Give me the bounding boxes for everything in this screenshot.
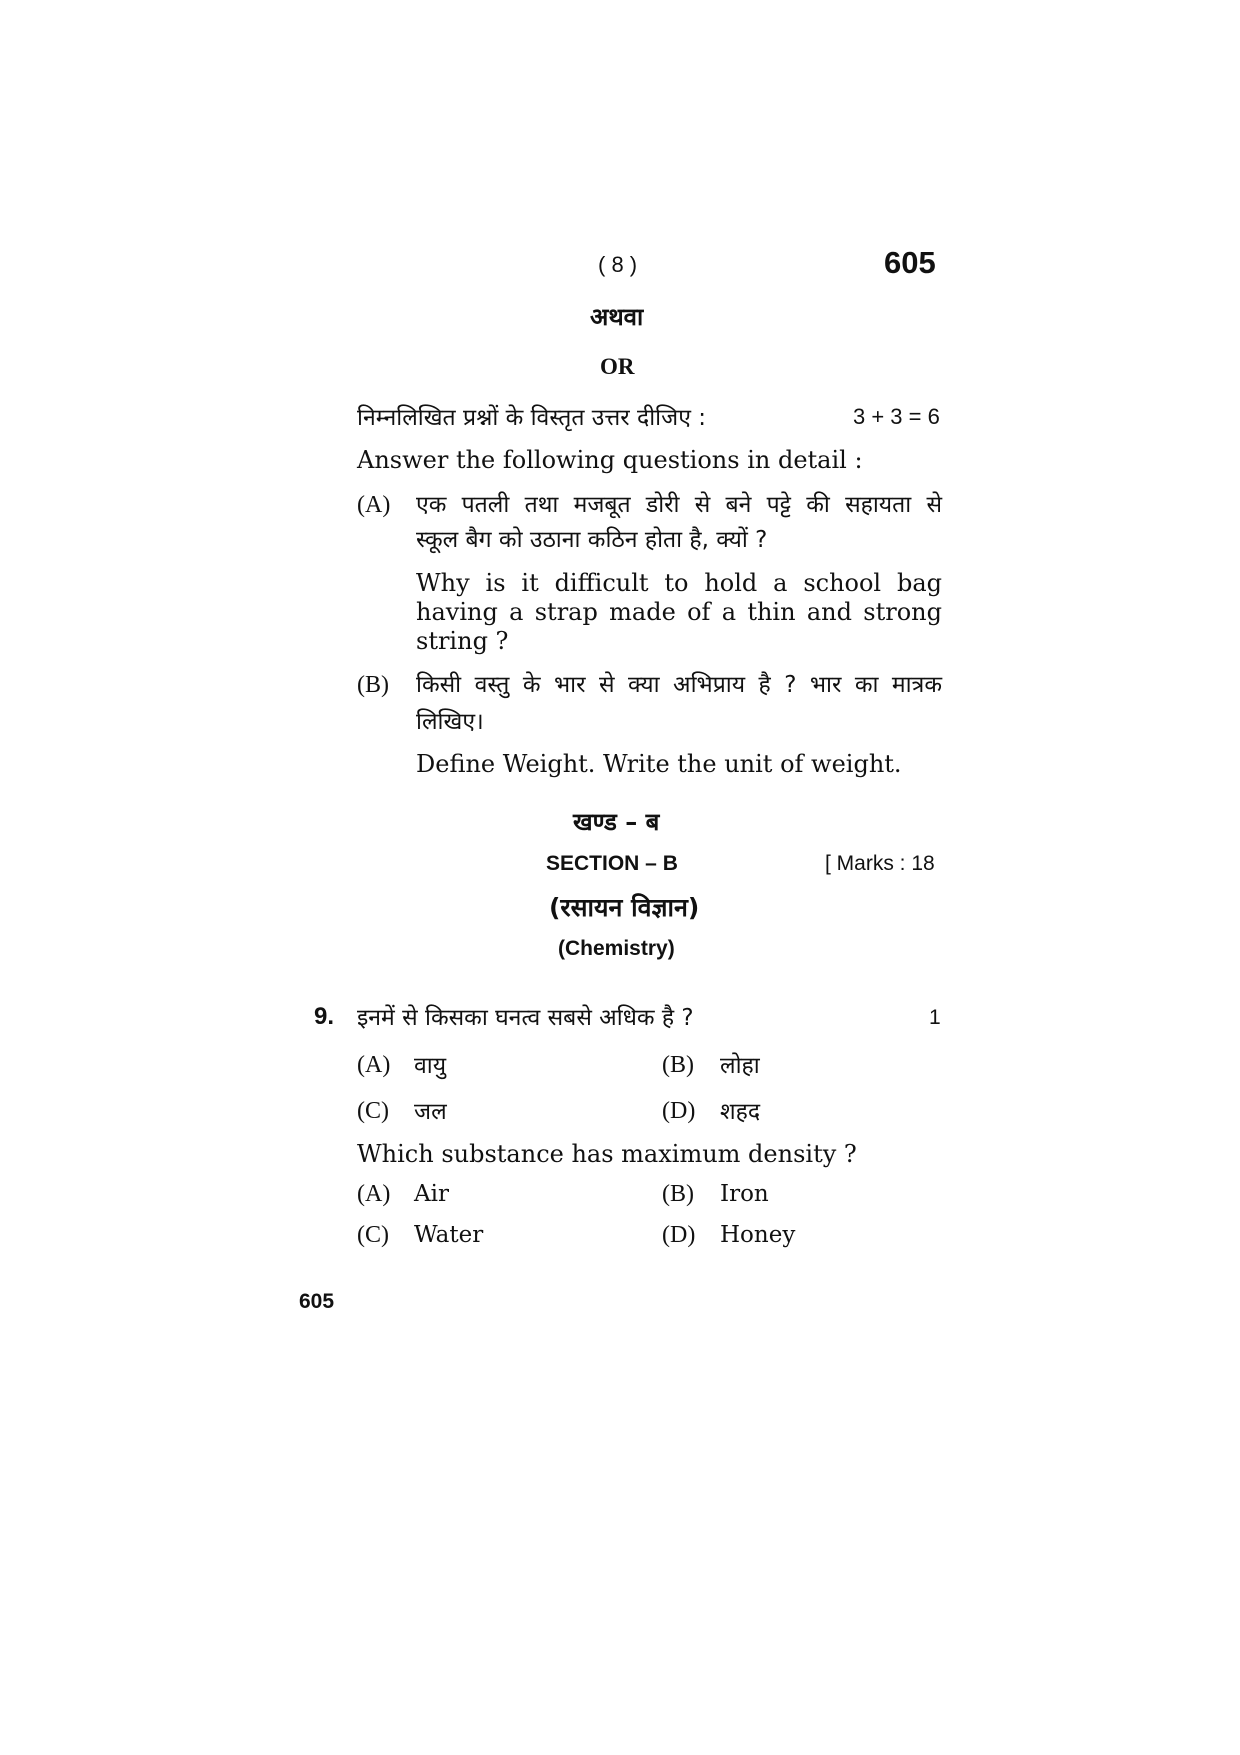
question-b-english: Define Weight. Write the unit of weight. [416,750,902,778]
section-title-english: SECTION – B [546,852,678,875]
option-text-hindi: जल [414,1099,447,1125]
question-b-hindi-line-2: लिखिए। [416,709,484,735]
option-text-english: Air [414,1181,449,1207]
or-heading-hindi: अथवा [590,303,644,331]
section-title-hindi: खण्ड – ब [573,808,660,836]
option-label: (B) [662,1181,694,1207]
question-b-hindi-line-1: किसी वस्तु के भार से क्या अभिप्राय है ? भार का मात्रक [416,672,942,698]
option-text-hindi: शहद [720,1099,761,1125]
option-label: (C) [357,1222,389,1248]
question-a-label: (A) [357,492,391,518]
option-label: (D) [662,1098,696,1124]
option-text-hindi: वायु [414,1053,447,1079]
question-a-english-line-2: having a strap made of a thin and strong [416,598,942,626]
option-label: (D) [662,1222,696,1248]
question-9-number: 9. [314,1003,335,1030]
subject-hindi: (रसायन विज्ञान) [549,893,700,922]
section-marks: [ Marks : 18 [825,852,935,875]
paper-code-bottom: 605 [299,1290,335,1313]
question-9-hindi: इनमें से किसका घनत्व सबसे अधिक है ? [357,1005,694,1031]
question-a-hindi-line-1: एक पतली तथा मजबूत डोरी से बने पट्टे की सहायता से [416,492,942,518]
option-label: (C) [357,1098,389,1124]
question-9-english: Which substance has maximum density ? [357,1140,857,1168]
question-a-hindi-line-2: स्कूल बैग को उठाना कठिन होता है, क्यों ? [416,527,768,553]
option-text-english: Honey [720,1222,796,1248]
question-b-label: (B) [357,672,389,698]
instruction-hindi: निम्नलिखित प्रश्नों के विस्तृत उत्तर दीजिए : [357,405,706,431]
option-label: (A) [357,1052,391,1078]
option-text-english: Water [414,1222,484,1248]
question-9-marks: 1 [929,1006,941,1029]
question-a-english-line-1: Why is it difficult to hold a school bag [416,569,942,597]
paper-code-top: 605 [884,245,936,280]
instruction-marks: 3 + 3 = 6 [853,404,940,429]
option-text-english: Iron [720,1181,769,1207]
page-number: ( 8 ) [598,252,638,277]
option-label: (B) [662,1052,694,1078]
or-heading-english: OR [600,354,635,379]
question-a-english-line-3: string ? [416,627,509,655]
subject-english: (Chemistry) [558,937,675,960]
option-text-hindi: लोहा [720,1053,760,1079]
instruction-english: Answer the following questions in detail : [357,446,863,474]
option-label: (A) [357,1181,391,1207]
